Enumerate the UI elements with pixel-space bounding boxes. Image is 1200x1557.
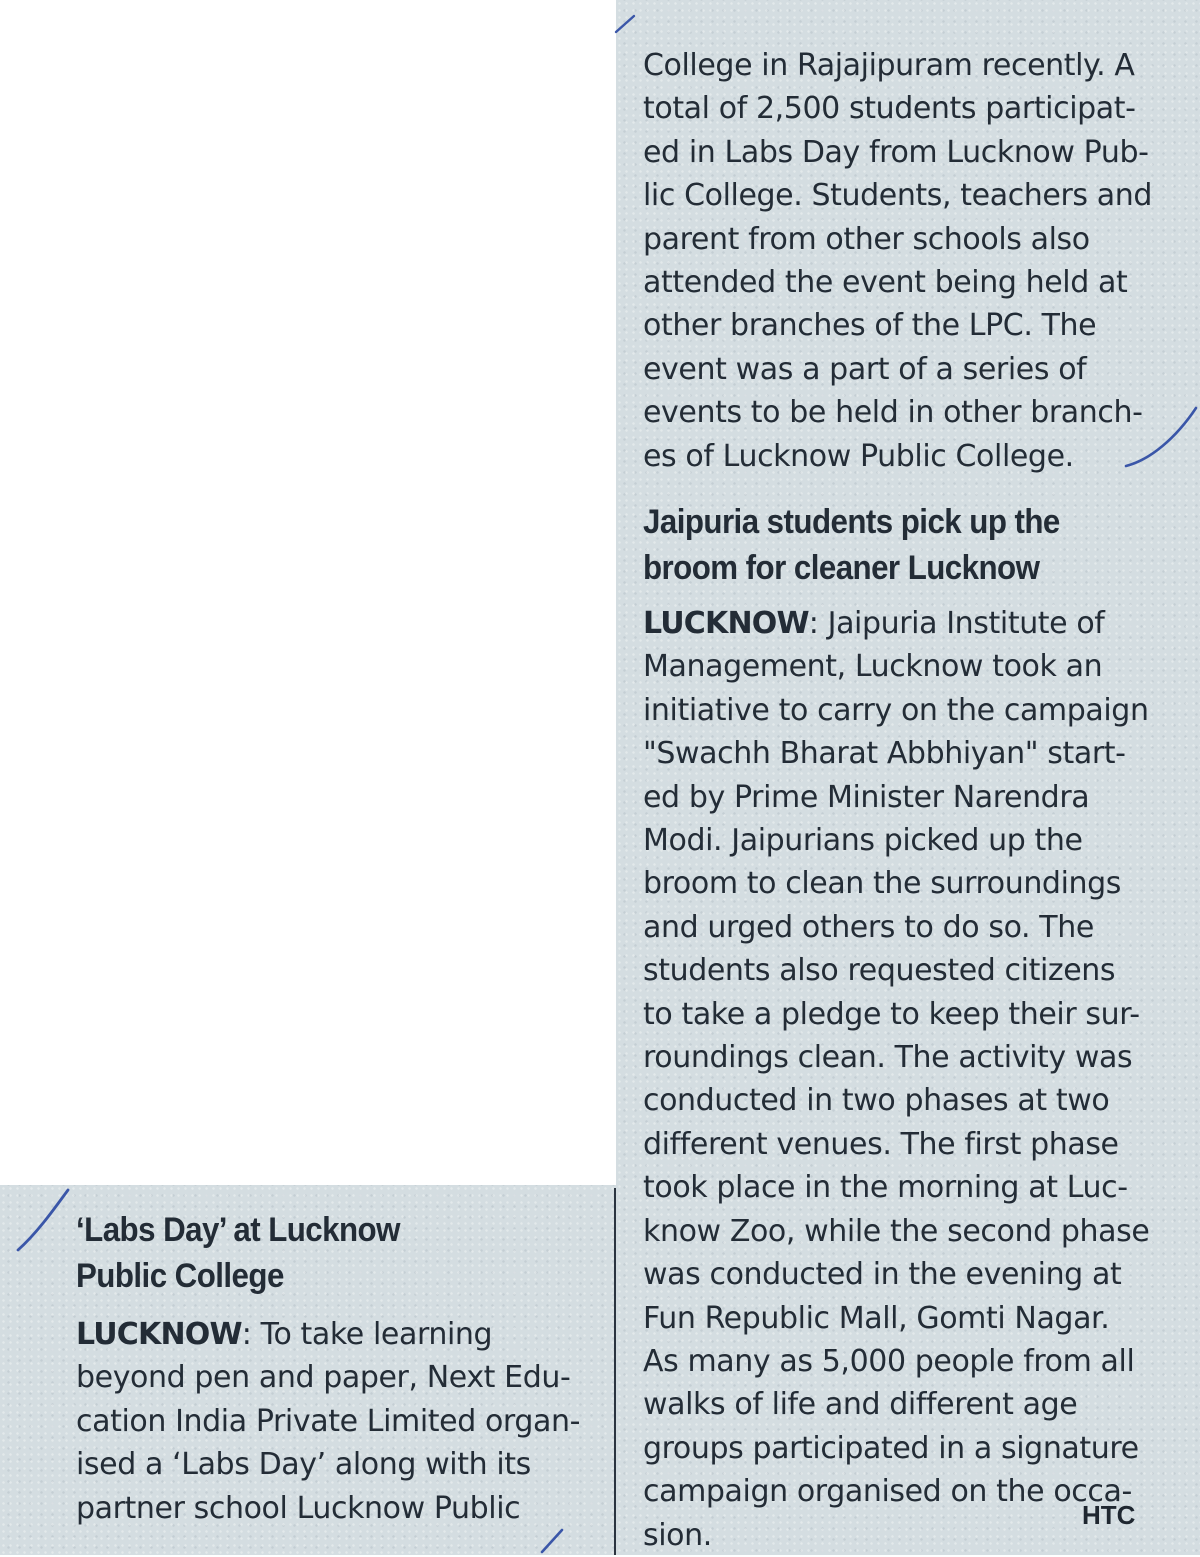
jaipuria-line: ed by Prime Minister Narendra: [643, 779, 1090, 815]
jaipuria-body: [643, 602, 1149, 1557]
jaipuria-first-line: [643, 602, 1149, 645]
pen-tick-mark: [1118, 402, 1200, 474]
continuation-line: es of Lucknow Public College.: [643, 438, 1074, 474]
continuation-line: event was a part of a series of: [643, 351, 1087, 387]
continuation-line: ed in Labs Day from Lucknow Pub-: [643, 134, 1149, 170]
first-line-text: : To take learning: [241, 1317, 493, 1352]
jaipuria-line: As many as 5,000 people from all: [643, 1343, 1135, 1379]
continuation-text: [643, 44, 1152, 478]
jaipuria-line: Management, Lucknow took an: [643, 649, 1103, 685]
jaipuria-line: "Swachh Bharat Abbhiyan" start-: [643, 736, 1126, 772]
jaipuria-line: and urged others to do so. The: [643, 909, 1094, 945]
labs-day-headline: [76, 1207, 400, 1299]
pen-tick-mark: [10, 1186, 76, 1258]
continuation-line: attended the event being held at: [643, 265, 1128, 301]
labs-day-line: beyond pen and paper, Next Edu-: [76, 1360, 571, 1396]
labs-day-first-line: [76, 1313, 580, 1356]
jaipuria-line: sion.: [643, 1517, 712, 1553]
labs-day-line: partner school Lucknow Public: [76, 1490, 521, 1526]
labs-day-body: [76, 1313, 580, 1530]
continuation-line: events to be held in other branch-: [643, 395, 1143, 431]
labs-day-line: ised a ‘Labs Day’ along with its: [76, 1447, 531, 1483]
jaipuria-line: was conducted in the evening at: [643, 1257, 1122, 1293]
labs-day-line: cation India Private Limited organ-: [76, 1403, 580, 1439]
jaipuria-line: different venues. The first phase: [643, 1126, 1119, 1162]
first-line-text: : Jaipuria Institute of: [808, 606, 1105, 641]
continuation-line: total of 2,500 students participat-: [643, 91, 1136, 127]
jaipuria-line: took place in the morning at Luc-: [643, 1170, 1128, 1206]
headline-line: Jaipuria students pick up the: [643, 503, 1060, 541]
jaipuria-line: broom to clean the surroundings: [643, 866, 1122, 902]
headline-line: Public College: [76, 1257, 284, 1295]
continuation-line: other branches of the LPC. The: [643, 308, 1097, 344]
jaipuria-line: groups participated in a signature: [643, 1430, 1139, 1466]
dateline: LUCKNOW: [76, 1317, 242, 1352]
jaipuria-line: to take a pledge to keep their sur-: [643, 996, 1140, 1032]
headline-line: ‘Labs Day’ at Lucknow: [76, 1211, 400, 1249]
dateline: LUCKNOW: [643, 606, 809, 641]
pen-tick-mark: [536, 1524, 570, 1555]
column-divider: [614, 1188, 616, 1555]
continuation-line: lic College. Students, teachers and: [643, 178, 1153, 214]
continuation-line: parent from other schools also: [643, 221, 1090, 257]
jaipuria-line: roundings clean. The activity was: [643, 1040, 1133, 1076]
jaipuria-line: conducted in two phases at two: [643, 1083, 1110, 1119]
jaipuria-line: Modi. Jaipurians picked up the: [643, 823, 1083, 859]
pen-tick-mark: [612, 8, 642, 38]
jaipuria-headline: [643, 499, 1060, 591]
jaipuria-line: know Zoo, while the second phase: [643, 1213, 1150, 1249]
credit-htc: HTC: [1082, 1500, 1136, 1530]
jaipuria-line: walks of life and different age: [643, 1387, 1078, 1423]
continuation-line: College in Rajajipuram recently. A: [643, 48, 1135, 83]
jaipuria-line: students also requested citizens: [643, 953, 1116, 989]
jaipuria-line: Fun Republic Mall, Gomti Nagar.: [643, 1300, 1110, 1336]
headline-line: broom for cleaner Lucknow: [643, 549, 1040, 587]
jaipuria-line: initiative to carry on the campaign: [643, 692, 1149, 728]
jaipuria-line: campaign organised on the occa-: [643, 1474, 1132, 1510]
